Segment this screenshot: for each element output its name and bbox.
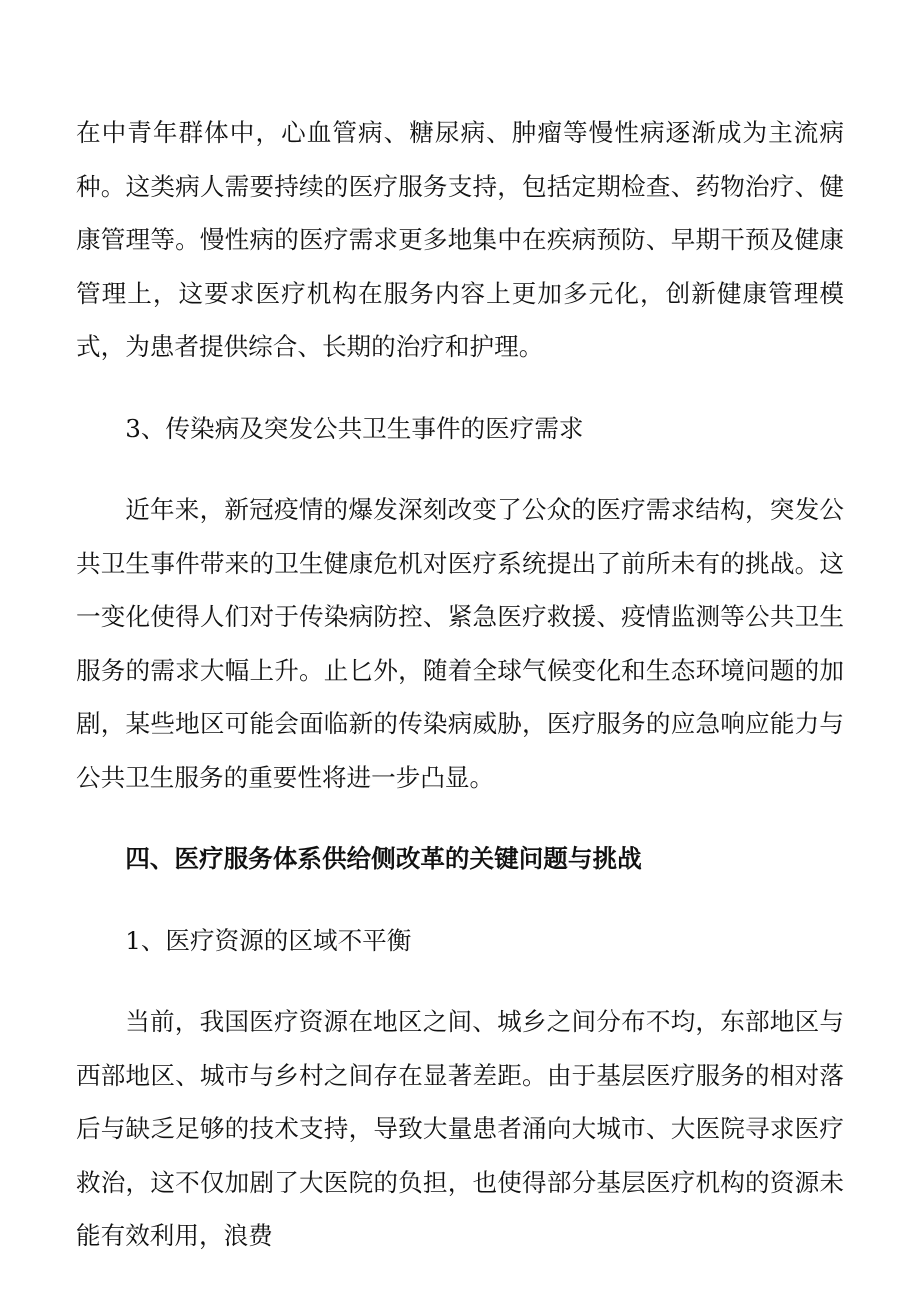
paragraph-public-health-events: 近年来，新冠疫情的爆发深刻改变了公众的医疗需求结构，突发公共卫生事件带来的卫生健康危机对医疗系统提出了前所未有的挑战。这一变化使得人们对于传染病防控、紧急医疗救援、疫情监测等公共卫生服务的需求大幅上升。止匕外，随着全球气候变化和生态环境问题的加剧，某些地区可能会面临新的传染病威胁，医疗服务的应急响应能力与公共卫生服务的重要性将进一步凸显。 bbox=[76, 495, 844, 792]
paragraph-resource-distribution: 当前，我国医疗资源在地区之间、城乡之间分布不均，东部地区与西部地区、城市与乡村之间存在显著差距。由于基层医疗服务的相对落后与缺乏足够的技术支持，导致大量患者涌向大城市、大医院寻求医疗救治，这不仅加剧了大医院的负担，也使得部分基层医疗机构的资源未能有效利用，浪费 bbox=[76, 1007, 844, 1250]
paragraph-chronic-disease: 在中青年群体中，心血管病、糖尿病、肿瘤等慢性病逐渐成为主流病种。这类病人需要持续的医疗服务支持，包括定期检查、药物治疗、健康管理等。慢性病的医疗需求更多地集中在疾病预防、早期干预及健康管理上，这要求医疗机构在服务内容上更加多元化，创新健康管理模式，为患者提供综合、长期的治疗和护理。 bbox=[76, 118, 844, 361]
heading-regional-imbalance: 1、医疗资源的区域不平衡 bbox=[125, 925, 412, 955]
section-heading-key-issues: 四、医疗服务体系供给侧改革的关键问题与挑战 bbox=[125, 844, 642, 873]
document-body bbox=[76, 106, 844, 1263]
heading-infectious-disease-demand: 3、传染病及突发公共卫生事件的医疗需求 bbox=[125, 413, 584, 443]
